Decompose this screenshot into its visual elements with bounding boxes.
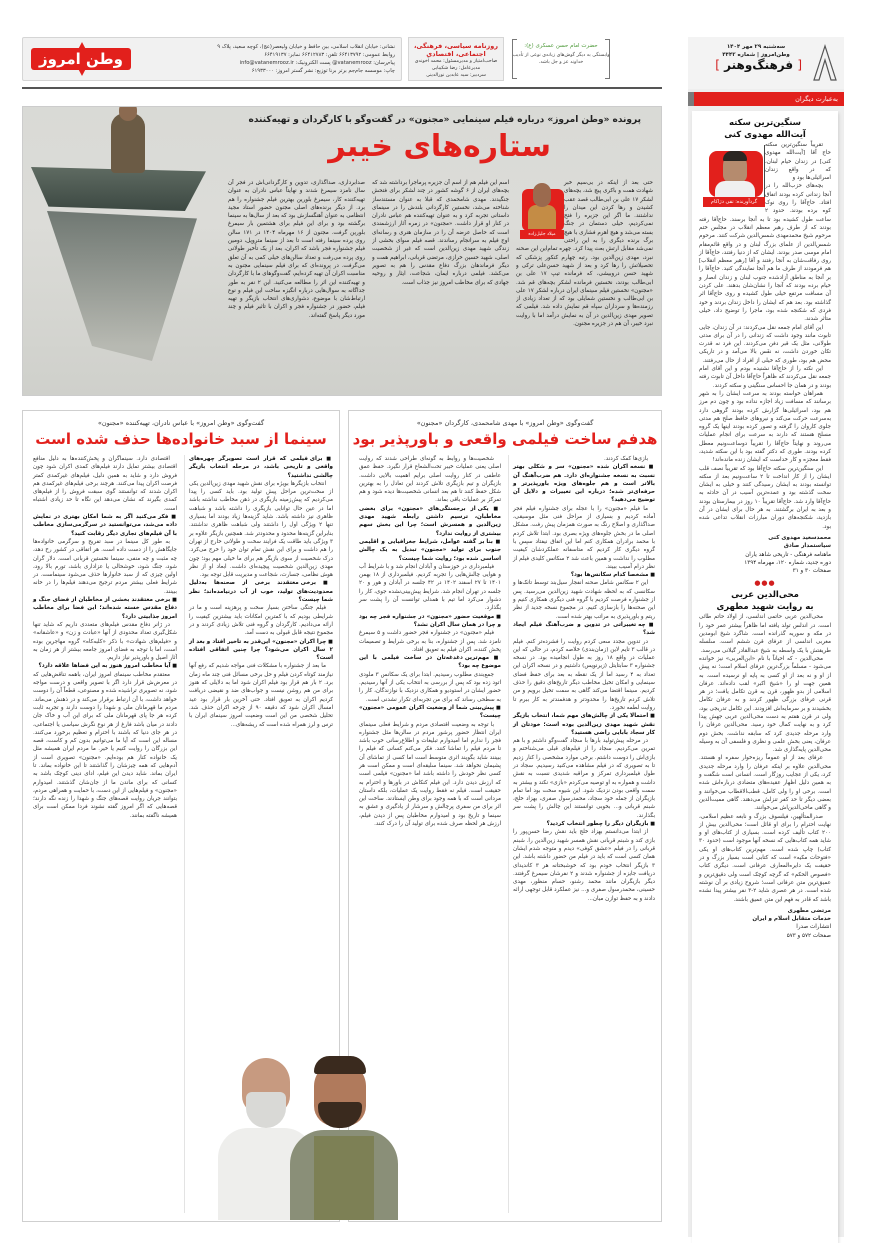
feature-story bbox=[22, 106, 662, 396]
issue-date-block bbox=[706, 43, 806, 59]
page-number-icon bbox=[812, 44, 838, 82]
interview-answer: فیلم «مجنون» در جشنواره فجر حضور داشت و ۵ سیمرغ نامزد شد. پس از جشنواره، بنا به برخی شرایط و تصمیمات پخش کننده، اکران فیلم به تعویق افتاد. bbox=[359, 630, 501, 653]
interview-column bbox=[29, 455, 177, 1213]
film-still-photo bbox=[23, 107, 223, 396]
interview-answer: بازی‌ها کمک کردند. bbox=[604, 456, 648, 462]
publisher: صاحب‌امتیاز و مدیرمسئول: محمد آخوندی bbox=[414, 59, 498, 64]
masthead bbox=[22, 37, 402, 81]
interview-answer: ما فیلم «مجنون» را با عجله برای جشنواره فیلم فجر آماده کردیم و بسیاری از مراحل فنی مثل موسیقی، صداگذاری و اصلاح رنگ به صورت همزمان پیش رفت. مشکل اصلی ما در بخش جلوه‌های ویژه بصری بود. ابتدا تلاش کردم با محمد برادران همکاری کنم اما این اتفاق نیفتاد سپس با گروه دیگری کار کردیم که متاسفانه عملکردشان کیفیت مطلوب را نداشت و همین باعث شد ۲ سکانس کلیدی فیلم از نظر درام آسیب ببیند. bbox=[513, 505, 655, 570]
article2-title: محی‌الدین عربی به روایت شهید مطهری bbox=[716, 590, 814, 613]
interview-answer: در مرحله پیش‌تولید بارها با سجاد گفت‌وگو داشتم و با هم تمرین می‌کردیم. سجاد را از فیلم‌های قبلی می‌شناختم و بازی‌اش را دوست داشتم. برخی موارد مشخصی را کنار زدیم تا به تصویری که در فیلم مشاهده می‌کنید رسیدیم. سجاد در طول فیلمبرداری تمرکز و مراقبه شدیدی نسبت به نقش داشت و همواره به او توصیه می‌کردم «بازی» نکند و بیشتر به سمت واقعی بودن نزدیک شود. این شیوه سخت بود اما تمام بازیگران از جمله خود سجاد، محمدرسول صفری، بهزاد خلج، شبنم قربانی و... بخوبی توانستند این چالش را پشت سر بگذارند. bbox=[513, 738, 655, 819]
interview-question: ■ آیا مخاطب امروز هنوز به این فضاها علاقه دارد؟ bbox=[33, 662, 177, 670]
interview-answer: فیلمبرداری در خوزستان و آبادان انجام شد و با شرایط آب و هوایی چالش‌هایی را تجربه کردیم. فیلمبرداری از ۱۸ بهمن ۱۴۰۱ تا ۲۷ اسفند ۱۴۰۲ در ۴۲ جلسه در آبادان و هور و ۲۰ جلسه در تهران انجام شد. شرایط پیش‌بینی‌نشده جوی، کار را دشوار می‌کرد اما تیم با همدلی توانست آن را پشت سر بگذارد. bbox=[359, 563, 501, 612]
feature-column-1: میلاد جلیل‌زاده حتی بعد از اینکه در بی‌سیم خبر شهادت همت و باکری پیچ شد، بچه‌های لشکر ۱۷ علی بن ابی‌طالب قصد عقب کشیدن و رها کردن این میدان را نداشتند. ما اگر این جزیره را فتح نمی‌کردیم، خیلی دستمان در جنگ بسته می‌شد و هیچ اهرم فشاری با هیچ برگ برنده دیگری را به این راحتی نمی‌شد مقابل ارتش بعث پیدا کرد. چهره تمام‌این این صحنه نبرد، مهدی زین‌الدین بود. رتبه چهارم کنکور پزشکی که تحصیلاتش را رها کرد و بعد از شهید حسن‌علی ترکی و شهید حسن دروبیشی، که فرمانده تیپ ۱۷ علی بن ابی‌طالب بودند، نخستین فرمانده لشکر بچه‌های قم شد. «مجنون» نخستین فیلم سینمای ایران درباره لشکر ۱۷ علی بن ابی‌طالب و نخستین شمایلی بود که از تعداد زیادی از رزمنده‌ها و سرداران سپاه قم نمایش داده شد. فیلمی که تصویر مهدی زین‌الدین در آن به نمایش درآمد اما با روایت نبرد خیبر، آن هم در جزیره مجنون. bbox=[516, 180, 653, 328]
author-photo bbox=[703, 145, 765, 207]
interview-question: ■ نسخه اکران شده «مجنون» سر و شکلی بهتر نسبت به نسخه جشنواره‌ای دارد. هم ضرب‌آهنگ آن بالاتر است و هم جلوه‌های ویژه باورپذیرتر و حرفه‌ای‌تر شده؛ درباره این تغییرات و دلایل آن توضیح می‌دهید؟ bbox=[513, 463, 655, 504]
interview-headline[interactable]: سینما از سبد خانواده‌ها حذف شده است bbox=[35, 430, 327, 448]
contact-info bbox=[131, 43, 401, 75]
author-caption: گردآورنده: تقی دژاکام bbox=[703, 197, 765, 207]
column-banner: به‌عبارت دیگران bbox=[688, 92, 844, 106]
interview-kicker: گفت‌وگوی «وطن امروز» با عباس نادران، تهیه‌کننده «مجنون» bbox=[97, 419, 265, 427]
interview-question: ■ مهم‌ترین دغدغه‌تان در ساخت فیلمی با این موضوع چه بود؟ bbox=[359, 654, 501, 671]
interview-question: ■ پیش‌بینی شما از وضعیت اکران عمومی «مجنون» چیست؟ bbox=[359, 704, 501, 721]
interview-question: ■ احتمالا یکی از چالش‌های مهم شما، انتخاب بازیگر نقش شهید مهدی زین‌الدین بوده است؛ خودتان از کار سجاد بابایی راضی هستید؟ bbox=[513, 712, 655, 737]
interview-answer: با توجه به وضعیت اقتصادی مردم و شرایط فعلی سینمای ایران انتظار حضور پرشور مردم در سالن‌ها مثل جشنواره فجر را ندارم اما امیدوارم تبلیغات و اطلاع‌رسانی خوب باشد تا مردم فیلم را تماشا کنند. فکر می‌کنم کسانی که فیلم را ببینند شاید بگویند اثری متوسط است اما کسی از تماشای آن پشیمان نخواهد شد. سینما سلیقه‌ای است و ممکن است هر کسی نظر خودش را داشته باشد اما «مجنون» فیلمی است که ارزش دیدن دارد. این فیلم کنکاش در باورها و احترام به حقیقت است. فیلم نه فقط روایت یک عملیات، بلکه داستان مردانی است که با همه وجود برای وطن ایستادند. ساخت این اثر برای من سفری پرچالش و سرشار از یادگیری و عشق به سینما و تاریخ بود و امیدوارم مخاطبان پس از دیدن فیلم، ارزش هر لحظه صرف شده برای تولید آن را درک کنند. bbox=[359, 721, 501, 828]
sidebar-header bbox=[688, 37, 844, 89]
masthead-credits bbox=[408, 37, 504, 81]
interview-answer: معتقدم مخاطب سینمای امروز ایران، باهمه تناقض‌هایی که در معرض‌ش قرار دارد اگر با تصویر واقعی و درست مواجه شود، نه تصویری تراشیده شده و مصنوعی، قطعاً آن را دوست خواهد داشت، با آن ارتباط برقرار می‌کند و در ذهنش می‌ماند. مردم ما قهرمانان ملی و شهدا را دوست دارند و تجربه ثابت کرده هر جا پای قهرمانان ملی که برای این آب و خاک جان دادند در میان باشد فارغ از هر نوع نگرش سیاسی یا اجتماعی، در هر جای دنیا که باشند با احترام و تعظیم برخورد می‌کنند. مساله این است که آیا ما می‌توانیم بدون کم و کاست، قصه این بزرگان را روایت کنیم یا خیر. ما مردم ایران همیشه مثل یک خانواده کنار هم بوده‌ایم. «مجنون» تصویری است از آدم‌هایی که همه چیزشان را گذاشتند تا این خانواده بماند. تا ایران بماند. شاید دیدن این فیلم، ادای دینی کوچک باشد به کسانی که برای ماندن ما از جان‌شان گذشتند. امیدوارم «مجنون» و فیلم‌هایی از این دست، با حمایت و همراهی مردم، بتوانند جریان روایت قصه‌های جنگ و شهدا را زنده نگه دارند؛ قصه‌هایی که اگر امروز گفته نشوند فردا ممکن است برای همیشه ناگفته بمانند. bbox=[33, 671, 177, 819]
interview-answer: جمع‌بندی مطلوب رسیدیم. ابتدا برای یک سکانس ۳ ملودی اتود زده بود که پس از بررسی به انتخاب یکی از آنها رسیدیم. حضور ایشان در استودیو و همکاری نزدیک با نوازندگان، کار را به سطحی رساند که برای من تجربه‌ای تکرار نشدنی است. bbox=[359, 671, 501, 703]
article2-body: محی‌الدین عربی حاتمی اندلسی، از اولاد حاتم طائی است. در اندلس تولد یافته اما ظاهراً بیشتر عمر خود را در مکه و سوریه گذرانده است. شاگرد شیخ ابومدین مغربی اندلسی از عرفای قرن ششم است. سلسله طریقتش با یک واسطه به شیخ عبدالقادر گیلانی می‌رسد. محی‌الدین - که احیاناً با نام «ابن‌العربی» نیز خوانده می‌شود - مسلماً بزرگ‌ترین عرفای اسلام است؛ نه پیش از او و نه بعد از او کسی به پایه او نرسیده است. به همین جهت او را «شیخ اکبر» لقب داده‌اند. عرفان اسلامی از بدو ظهور، قرن به قرن تکامل یافت؛ در هر قرنی عرفای بزرگی ظهور کردند و به عرفان تکامل بخشیدند و بر سرمایه‌اش افزودند. این تکامل تدریجی بود، ولی در قرن هفتم به دست محی‌الدین عربی جهش پیدا کرد و به نهایت کمال خود رسید. محی‌الدین عرفان را وارد مرحله جدیدی کرد که سابقه نداشت. بخش دوم عرفان، یعنی بخش علمی و نظری و فلسفی آن به وسیله محی‌الدین پایه‌گذاری شد. عرفای بعد از او عموماً ریزه‌خوار سفره او هستند. محی‌الدین علاوه بر اینکه عرفان را وارد مرحله جدیدی کرد، یکی از عجایب روزگار است. انسانی است شگفت و به همین دلیل اظهار عقیده‌های متضادی درباره‌اش شده است. برخی او را ولی کامل، قطب‌الاقطاب می‌خوانند و بعضی دیگر تا حد کفر تنزلش می‌دهند. گاهی ممیت‌الدین و گاهی ماحی‌الدین‌اش می‌خوانند. صدرالمتألهین، فیلسوف بزرگ و نابغه عظیم اسلامی، نهایت احترام را برای او قائل است؛ محی‌الدین بیش از ۲۰۰ کتاب تألیف کرده است. بسیاری از کتاب‌های او و شاید همه کتاب‌هایی که نسخه آنها موجود است (حدود ۳۰ کتاب) چاپ شده است. مهم‌ترین کتاب‌های او یکی «فتوحات مکیه» است که کتابی است بسیار بزرگ و در حقیقت یک دایره‌المعارف عرفانی است. دیگری کتاب «فصوص الحکم» که گرچه کوچک است ولی دقیق‌ترین و عمیق‌ترین متن عرفانی است؛ شروح زیادی بر آن نوشته شده است. در هر عصری شاید ۲-۳ نفر بیشتر پیدا نشده باشد که قادر به فهم این متن عمیق باشند. bbox=[699, 614, 831, 903]
interview-question: ■ موقعیت حضور «مجنون» در جشنواره فجر چه بود و چرا در همان سال اکران نشد؟ bbox=[359, 613, 501, 630]
feature-headline[interactable]: ستاره‌های خیبر bbox=[328, 129, 551, 164]
interview-answer: این ۲ سکانس شامل صحنه انفجار سیل‌بند توسط تانک‌ها و سکانسی که به لحظه شهادت شهید زین‌الدین می‌رسید. پس از جشنواره فرصت کردیم با گروه فنی دیگری همکاری کنیم و این صحنه‌ها را بازسازی کنیم. در مجموع نسخه جدید از نظر ریتم و باورپذیری به مراتب بهتر شده است. bbox=[513, 580, 655, 620]
interview-answer: شخصیت‌ها و روابط به گونه‌ای طراحی شدند که روایت اصلی یعنی عملیات خیبر تحت‌الشعاع قرار نگیرد. حفظ عمق عاطفی در کنار روایت اصلی برایم اهمیت بالایی داشت. بازیگران و تیم بازیگری تلاش کردند این تعادل را به بهترین شکل حفظ کنند تا هم بعد انسانی شخصیت‌ها دیده شود و هم تمرکز بر عملیات باقی بماند. bbox=[359, 456, 501, 504]
pen-icon bbox=[764, 145, 765, 197]
article1-citation: محمدسعید مهدوی کنی سیاستمدار صادق ماهنامه فرهنگی - تاریخی شاهد یاران دوره جدید، شماره ۱۲۰، مهرماه ۱۳۹۴ صفحات ۳۰ و ۳۱ bbox=[744, 534, 831, 575]
feature-column-3: صدابرداری، صداگذاری، تدوین و کارگردانی‌اش در فجر آن سال نامزد سیمرغ شدند و نهایتاً عباس نادران به عنوان تهیه‌کننده کار، سیمرغ بلورین بهترین فیلم جشنواره را هم برد. از دیگر برنده‌های اصلی مجنون حضور استاد مجید انتظامی به عنوان آهنگسازش بود که بعد از سال‌ها به سینما برگشته بود و برای این فیلم برای هشتمین بار سیمرغ بلورین گرفت. مجنون از ۱۶ مهرماه ۱۴۰۴ در ۱۷۱ سالن روی پرده سینما رفته است تا بعد از سینما متروپل، دومین فیلم جشنواره فجر باشد که اکران، بعد از یک تأخیر طولانی روی پرده می‌رفت و تعداد سالن‌های خیلی کمی به آن تعلق می‌گرفت. در پرونده‌ای که برای فیلم سینمایی مجنون به مناسبت اکران آن تهیه کرده‌ایم، گفت‌وگوهای ما با کارگردان و تهیه‌کننده این اثر را مطالعه می‌کنید. این ۲ نفر به طور جداگانه به سوال‌هایی درباره انگیزه ساخت این فیلم و نوع ارتباط‌شان با موضوع، دشواری‌های انتخاب بازیگر و تهیه فیلم، حضور در جشنواره فجر و اکران با تاثیر فیلم و چند مورد دیگر پاسخ گفته‌اند. bbox=[228, 180, 365, 319]
interview-kicker: گفت‌وگوی «وطن امروز» با مهدی شامحمدی، کارگردان «مجنون» bbox=[416, 419, 594, 427]
interview-answer: به طور کل سینما در سبد تفریح و سرگرمی خانواده‌ها جایگاهش را از دست داده است. هر اتفاقی در کشور رخ دهد، چه مثبت و چه منفی، سینما نخستین قربانی است. دلار گران شود، جنگ شود، خوشحالی یا عزاداری باشد، تورم بالا رود، اولین چیزی که از سبد خانوارها حذف می‌شود سینماست. در شرایط فعلی بیشتر مردم ترجیح می‌دهند فیلم‌ها را در خانه ببینند. bbox=[33, 538, 177, 595]
interview-question: ■ برای فیلمی که قرار است تصویرگر چهره‌های واقعی و تاریخی باشد، در مرحله انتخاب بازیگر چالشی نداشتید؟ bbox=[189, 455, 333, 480]
address: نشانی: خیابان انقلاب اسلامی، بین حافظ و خیابان ولیعصر(عج)، کوچه سعید، پلاک ۹ bbox=[217, 44, 395, 50]
article2-citation: مرتضی مطهری خدمات متقابل اسلام و ایران انتشارات صدرا صفحات ۵۷۲ و ۵۷۳ bbox=[752, 907, 831, 939]
interview-answer: در ژانر دفاع مقدس فیلم‌های متعددی داریم که شاید تنها شکل‌گیری تعداد محدودی از آنها «عبادت و زن» و «عاشقانه» و «فیلم‌های شهادت» با ذکر «کلبه‌کاه» گروه مهاجرین بوده است، اما با توجه به فضای امروز جامعه بیشتر از هر زمان به آثار اصیل و باورپذیر نیاز داریم. bbox=[33, 621, 177, 662]
phones: روابط عمومی: ۶۶۴۱۳۷۹۲ تلفن: ۶۶۴۱۲۷۸۳ نمابر: ۶۶۴۱۹۱۳۷ bbox=[264, 52, 395, 58]
separator-icon: ●●● bbox=[754, 579, 776, 588]
author-caption: میلاد جلیل‌زاده bbox=[520, 230, 564, 239]
article1-title: سنگین‌ترین سکته آیت‌الله مهدوی کنی bbox=[724, 118, 806, 140]
interview-answer: فیلم جنگی ساختن بسیار سخت و پرهزینه است و ما در شرایطی بودیم که با کمترین امکانات باید بیشترین کیفیت را ارائه می‌دادیم. کارگردان و گروه فنی تلاش زیادی کردند و در مجموع نتیجه قابل قبولی به دست آمد. bbox=[189, 605, 333, 637]
interview-question: ■ چه تغییراتی در تدوین و ضرب‌آهنگ فیلم ایجاد شد؟ bbox=[513, 621, 655, 638]
interview-question: ■ یکی از برجستگی‌های «مجنون» برای بعضی مخاطبان، ترسیم داشتن رابطه شهید مهدی زین‌الدین و همسرش است؛ چرا این بخش سهم بیشتری از روایت ندارد؟ bbox=[359, 505, 501, 538]
feature-columns bbox=[228, 179, 653, 391]
author-photo bbox=[520, 179, 564, 239]
interview-answer: از ابتدا می‌دانستم بهزاد خلج باید نقش رضا حسن‌پور را بازی کند و شبنم قربانی نقش همسر شهید زین‌الدین را. شبنم قربانی را در فیلم «عشق کوفی» دیدم و متوجه شدم ایشان همان کسی است که باید در فیلم من حضور داشته باشد. این ۳ بازیگر انتخاب خودم بود که خوشبختانه هر ۳ کاندیدای دریافت جایزه از جشنواره شدند و ۲ نفرشان سیمرغ گرفتند. دیگر بازیگران مانند محمد رشنو، حسام منظور، مهدی حسینی، محمدرسول صفری و... نیز عملکرد قابل توجهی ارائه دادند و به حفظ توازن میان... bbox=[513, 829, 655, 902]
paper-type: روزنامه سیاسی، فرهنگی، اجتماعی، اقتصادی bbox=[413, 42, 499, 58]
interview-answer: انتخاب بازیگرها بویژه برای نقش شهید مهدی زین‌الدین یکی از سخت‌ترین مراحل پیش تولید بود. باید کسی را پیدا می‌کردیم که پیش‌زمینه بازیگری در ذهن مخاطب نداشته باشد اما در عین حال توانایی بازیگری را داشته باشد و شباهت ظاهری نیز داشته باشد. شاید گزینه‌ها زیاد بودند اما بسیاری تنها ۲ ویژگی اول را داشتند ولی شباهت ظاهری نداشتند. بنابراین گزینه‌ها محدود و محدودتر شد. همچنین بازیگر علاوه بر ۳ ویژگی باید طاقت یک فرایند سخت و طولانی خارج از تهران را هم داشت و برای این نقش تمام توان خود را خرج می‌کرد. درک شخصیت از سوی بازیگر هم برای ما خیلی مهم بود؛ چون مهدی زین‌الدین شخصیت پیچیده‌ای داشت. ابعاد او از نظر هوش نظامی، جسارت، شجاعت و مدیریت قابل توجه بود. bbox=[189, 480, 333, 579]
section-title: [ فرهنگ‌وهنر ] bbox=[715, 58, 802, 72]
issue-date: سه‌شنبه ۲۹ مهر ۱۴۰۴ bbox=[726, 44, 786, 50]
ceo: مدیرعامل: رضا شکیبایی bbox=[431, 66, 481, 71]
interview-question: ■ برخی معتقدند برخی از صحنه‌ها به‌دلیل محدودیت‌های تولید، خوب از آب درنیامده‌اند؛ نظر شما چیست؟ bbox=[189, 579, 333, 604]
section-name: فرهنگ‌وهنر bbox=[724, 58, 794, 72]
interview-answer: ما بعد از جشنواره با مشکلات فنی مواجه شدیم که رفع آنها نیازمند کوتاه کردن فیلم و حل برخی مسائل فنی چند ماه زمان برد. ۲ بار هم قرار بود فیلم اکران شود اما به دلایلی که هنوز برای من هم روشن نیست و جواب‌های ضد و نقیضی دریافت کردیم اکران به تعویق افتاد. حتی آخرین بار قرار بود عید امسال اکران شود که دقیقه ۹۰ از چرخه اکران حذف شد. تحلیل شخصی من این است وضعیت امروز سینمای ایران با ترس و لرز همراه شده است که ریشه‌های... bbox=[189, 663, 333, 728]
editor: سردبیر: سید عابدین نورالدینی bbox=[426, 73, 486, 78]
sidebar bbox=[688, 37, 844, 1237]
newspaper-logo[interactable] bbox=[31, 42, 131, 76]
interview-question: ■ چرا اکران «مجنون» این‌قدر به تاخیر افتاد و بعد از ۲ سال اکران می‌شود؟ چرا چنین اتفاقی افتاده است؟ bbox=[189, 638, 333, 663]
hadith-source: حضرت امام حسن عسکری (ع): bbox=[524, 43, 598, 49]
sidebar-articles bbox=[692, 111, 838, 1243]
hadith-text: وابستگی به دیگر گوش‌های زبانه‌ی نوعی از تأدیب خداوند عز و جل باشد. bbox=[512, 53, 610, 65]
interview-answer: در تدوین مجدد سعی کردم روایت را فشرده‌تر کنم. فیلم در قالب ۳ تایم لاین (زمان‌بندی) خلاصه کردم، در حالی که این عملیات در واقع ۱۸ روز به طول انجامیده بود. در نسخه جشنواره ۳ سابتایتل (زیرنویس) داشتیم و در نسخه اکران این تعداد به ۴ رسید اما از یک نقطه به بعد برای حفظ فضای سینمایی و امکان تخیل مخاطب دیگر تاریخ‌های دقیق را حذف کردیم. سینما اقتضا می‌کند گاهی به سمت تخیل برویم و من تلاش کردم تاریخ‌ها را محدودتر و هدفمندتر به کار ببرم تا روایت لطمه نخورد. bbox=[513, 638, 655, 711]
masthead-divider bbox=[22, 87, 662, 89]
interview-question: ■ بازیگران دیگر را چطور انتخاب کردید؟ bbox=[513, 820, 655, 828]
interview-question: ■ بنا بر گفته عوامل، شرایط جغرافیایی و اقلیمی جنوب برای تولید «مجنون» تبدیل به یک چالش اساسی شده بود؛ روایت شما چیست؟ bbox=[359, 538, 501, 563]
logo-text: وطن امروز bbox=[39, 50, 123, 68]
email: پیام‌رسان: vatanemrooz@ پست الکترونیک: info@vatanemrooz.ir bbox=[239, 60, 395, 66]
interview-answer: اقتصادی دارد. سینماگران و پخش‌کننده‌ها به دلیل منافع اقتصادی بیشتر تمایل دارند فیلم‌های کمدی اکران شود چون فروش دارد و شاید به همین دلیل، فیلم‌های غیرکمدی کمتر فرصت اکران پیدا می‌کنند. هرچند برخی فیلم‌های غیرکمدی هم اکران شدند که توانستند گوی سبقت فروش را از فیلم‌های کمدی بگیرند که نشان می‌دهد این نگاه تا حد زیادی اشتباه است. bbox=[33, 456, 177, 512]
interview-column bbox=[508, 455, 655, 1213]
feature-kicker: پرونده «وطن امروز» درباره فیلم سینمایی «مجنون» در گفت‌وگو با کارگردان و تهیه‌کننده bbox=[248, 115, 641, 125]
feature-column-2: اسم این فیلم هم از اسم آن جزیره پرماجرا برداشته شد که بچه‌های ایران از ۶ گوشه کشور در چند لشکر برای فتحش جنگیدند. مهدی شامحمدی که قبلا به عنوان مستندساز شناخته می‌شد، نخستین کارگردانی بلندش را در سینمای داستانی تجربه کرد و به عنوان تهیه‌کننده هم عباس نادران در کنار او قرار داشت. «مجنون» در زمره آثار ارزشمندی است که حاصل عرضه آن را در سازمان هنری و رسانه‌ای اوج فیلم به سرانجام رساندند. قصه فیلم سوای بخشی از زندگی شهید مهدی زین‌الدین است که غیر از شخصیت اصلی، شهید حسین خرازی، مرتضی قربانی، ابراهیم همت و دیگر فرماندهان بزرگ دفاع مقدس را هم به تصویر می‌کشد. فیلمی درباره ایمان، شجاعت، ایثار و روحیه جهادی که برای مخاطب امروز نیز جذاب است. bbox=[372, 180, 509, 286]
interview-question: ■ فکر می‌کنید اگر به شما امکان بهتری در نمایش داده می‌شد، می‌توانستید در سرگرمی‌سازی مخاطب با آن فیلم‌های تجاری دیگر رقابت کنید؟ bbox=[33, 513, 177, 538]
interview-question: ■ مشخصا کدام سکانس‌ها بود؟ bbox=[513, 571, 655, 579]
hadith-box bbox=[512, 37, 610, 81]
print-info: چاپ: موسسه جام‌جم برتر برنا توزیع: نشر گستر امروز: ۶۱۹۳۳۰۰۰ bbox=[251, 68, 395, 74]
interviewee-portraits bbox=[218, 1050, 418, 1220]
article1-body: تقریباً سنگین‌ترین سکته حاج آقا [آیت‌الله مهدوی کنی] در زندان خیام لبنان، که در واقع زندان اسرائیلی‌ها بود و بچه‌های حزب‌الله را در آنجا زندانی کرده بودند اتفاق افتاد. حاج‌آقا را روی نوک کوه برده بودند. حدود ۲ ساعت طول کشیده بود تا به آنجا برسند. حاج‌آقا رفته بودند که از طرف رهبر معظم انقلاب در مجلس ختم مرحوم شیخ محمدمهدی شمس‌الدین شرکت کنند. مرحوم شمس‌الدین از علمای بزرگ لبنان و در واقع قائم‌مقام امام موسی صدر بودند. ایشان که از دنیا رفتند، حاج‌آقا از روی رفاقت‌شان به آنجا رفتند و آقا [رهبر معظم انقلاب] هم فرمودند از طرف ما هم آنجا نمایندگی کنید. حاج‌آقا را بر آنجا به مناطق آزادشده جنوب لبنان و زندان انصار و خیام برده بودند که آنجا را نشان‌شان بدهند. علی کردن آن مسافت مرتفع خیلی طول کشیده و روی حاج‌آقا اثر گذاشته بود. بعد هم که ایشان را داخل زندان بردند و خود فردی که شکنجه شده بود، ماجرا را توضیح داد، خیلی متأثر شدند. این آقای امام جمعه نقل می‌کردند: در آن زندان، جایی تابوت مانند وجود داشت که زندانی را در آن برای مدتی طولانی، مثل یک قبر دفن می‌کردند. این فرد نه قدرت تکان خوردن داشت، نه نفَس بالا می‌آمد و در تاریکی محض هم بود، طوری که خیلی از افراد از حال می‌رفتند. این نکته را از حاج‌آقا نشنیده بودم و این آقای امام جمعه نقل می‌کردند که ظاهراً حاج‌آقا داخل آن تابوت رفته بودند و در همان جا احساس سنگینی و سکته کردند. همراهان خواسته بودند به سرعت ایشان را به شهر برسانند که مسافت زیاد اجازه نداده بود و چون دم مرز هم بود، اسرائیلی‌ها گزارش کرده بودند گروهی دارد به‌سرعت حرکت می‌کند و نیروهای حافظ صلح هم مدتی جلوی کاروان را گرفته و تصور کرده بودند اینها یک گروه مسلح هستند که دارند به سرعت برای انجام عملیات می‌روند و نهایتاً حاج‌آقا را تقریباً دوساعت‌ونیم معطل کرده بودند. طوری که دکتر گفته بود با این سکته شدید، فقط معجزه و کار خداست که ایشان زنده مانده‌اند! این سنگین‌ترین سکته حاج‌آقا بود که تقریباً نصف قلب ایشان را از کار انداخت تا ۲ ساعت‌ونیم بعد از سکته توانسته بودند به ایشان رسیدگی کنند و خیلی به ایشان سخت گذشته بود و عمده‌ترین آسیب در آن حادثه به حاج‌آقا وارد شد. حاج‌آقا تقریباً ۱۰ روز در بیمارستان بودند و بعد به ایران برگشتند. به هر حال برای ایشان در آن بازدید، شکنجه‌های دوران مبارزات انقلاب تداعی شده بود. bbox=[699, 142, 831, 530]
issue-number: وطن‌امروز | شماره ۴۴۴۲ bbox=[722, 52, 790, 58]
interview-headline[interactable]: هدفم ساخت فیلمی واقعی و باورپذیر بود bbox=[352, 430, 658, 448]
interview-question: ■ برخی معتقدند بخشی از مخاطبان از فضای جنگ و دفاع مقدس خسته شده‌اند؛ این فضا برای مخاطب امروز جذابیتی دارد؟ bbox=[33, 596, 177, 621]
